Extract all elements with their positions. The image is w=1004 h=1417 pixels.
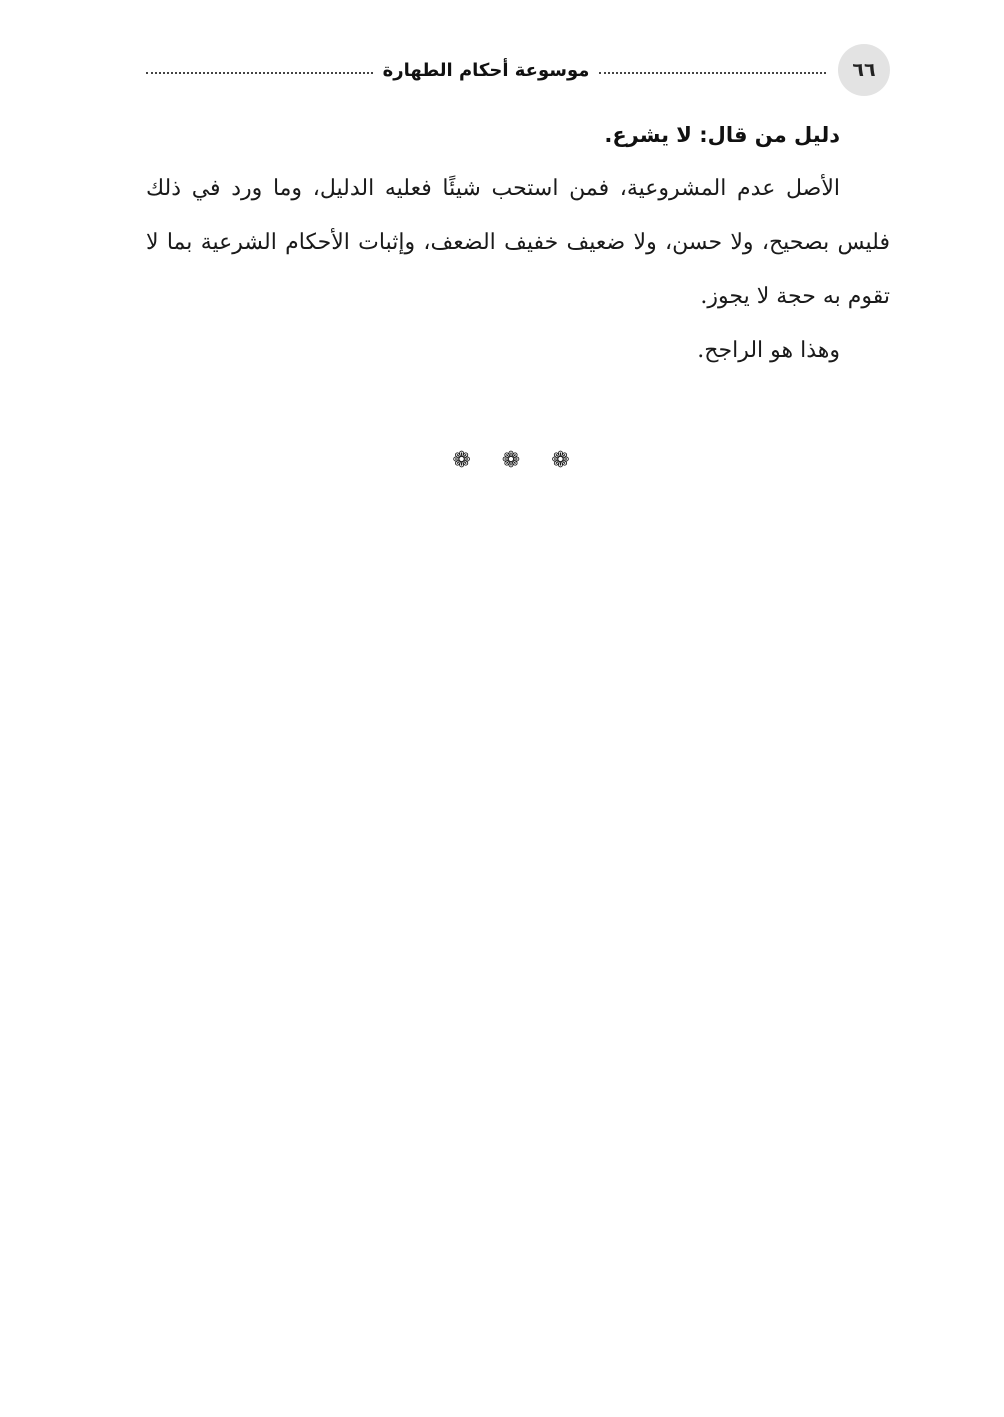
header-dotted-rule-left	[146, 72, 373, 74]
page-number: ٦٦	[838, 44, 890, 96]
section-heading: دليل من قال: لا يشرع.	[604, 123, 840, 147]
page-content	[146, 108, 890, 378]
flower-ornament-separator: ❁ ❁ ❁	[452, 448, 582, 473]
conclusion-paragraph: وهذا هو الراجح.	[697, 338, 840, 363]
body-paragraph: الأصل عدم المشروعية، فمن استحب شيئًا فعليه الدليل، وما ورد في ذلك فليس بصحيح، ولا حسن، ولا ضعيف خفيف الضعف، وإثبات الأحكام الشرعية بما لا تقوم به حجة لا يجوز.	[146, 176, 890, 309]
header-dotted-rule-right	[599, 72, 826, 74]
page-header	[146, 44, 890, 96]
running-title: موسوعة أحكام الطهارة	[382, 59, 590, 81]
